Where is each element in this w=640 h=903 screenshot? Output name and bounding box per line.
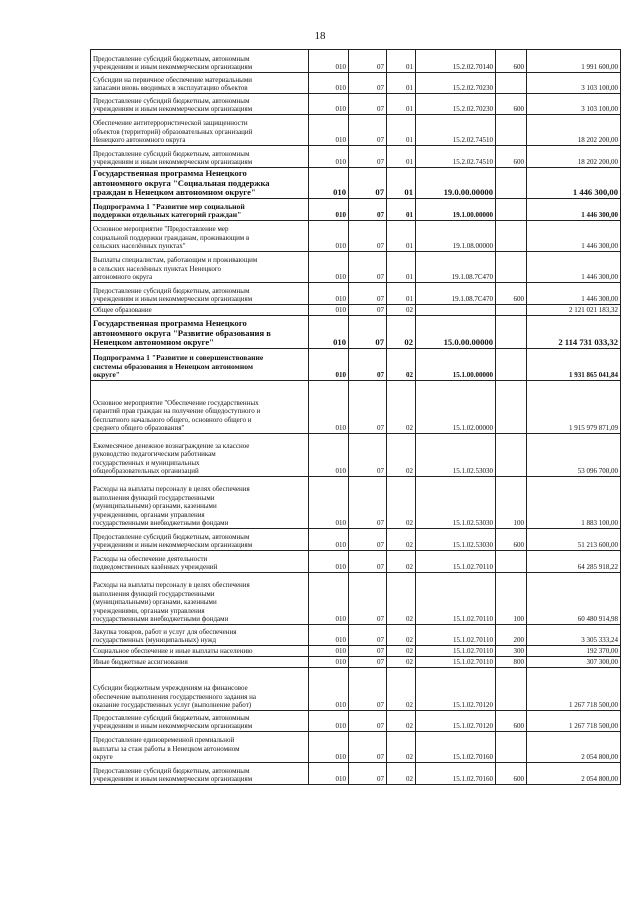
item-name-cell	[91, 305, 309, 316]
item-name-line: Предоставление субсидий бюджетным, автономным	[93, 286, 250, 295]
expense-type-cell	[496, 221, 527, 252]
ministry-code-cell: 010	[309, 646, 349, 657]
item-name-line: сельских населённых пунктах"	[93, 242, 186, 251]
amount-cell: 3 305 333,24	[527, 625, 621, 646]
table-row	[91, 657, 621, 668]
subsection-code-cell: 02	[387, 646, 416, 657]
section-code-cell: 07	[349, 625, 387, 646]
item-name-line: учреждениям и иным некоммерческим организациям	[93, 722, 253, 731]
item-name-line: Расходы на выплаты персоналу в целях обеспечения	[93, 485, 250, 494]
item-name-line: Иные бюджетные ассигнования	[93, 658, 188, 667]
target-article-cell: 15.1.02.53030	[416, 477, 496, 529]
expense-type-cell	[496, 305, 527, 316]
amount-cell: 1 915 979 871,09	[527, 381, 621, 434]
item-name-line: учреждениям и иным некоммерческим организациям	[93, 105, 253, 114]
item-name-line: выполнения функций государственными	[93, 589, 215, 598]
subsection-code-cell: 02	[387, 551, 416, 573]
item-name-line: Предоставление субсидий бюджетным, автономным	[93, 54, 250, 63]
subsection-code-cell: 01	[387, 146, 416, 168]
item-name-line: (муниципальными) органами, казенными	[93, 502, 217, 511]
section-code-cell: 07	[349, 199, 387, 221]
section-code-cell: 07	[349, 316, 387, 349]
amount-cell: 1 991 600,00	[527, 50, 621, 73]
target-article-cell: 15.1.02.70120	[416, 668, 496, 711]
expense-type-cell: 600	[496, 146, 527, 168]
item-name-cell	[91, 529, 309, 551]
amount-cell: 1 267 718 500,00	[527, 668, 621, 711]
target-article-cell: 15.2.02.74510	[416, 146, 496, 168]
section-code-cell: 07	[349, 168, 387, 199]
section-code-cell: 07	[349, 305, 387, 316]
item-name-cell	[91, 94, 309, 115]
expense-type-cell	[496, 316, 527, 349]
item-name-line: учреждениям и иным некоммерческим организациям	[93, 158, 253, 167]
item-name-line: подведомственных казённых учреждений	[93, 563, 218, 572]
table-body	[91, 50, 621, 785]
amount-cell: 307 300,00	[527, 657, 621, 668]
section-code-cell: 07	[349, 573, 387, 625]
ministry-code-cell: 010	[309, 252, 349, 283]
amount-cell: 1 931 865 041,84	[527, 349, 621, 381]
subsection-code-cell: 02	[387, 477, 416, 529]
section-code-cell: 07	[349, 381, 387, 434]
table-row	[91, 381, 621, 434]
item-name-cell	[91, 551, 309, 573]
target-article-cell: 15.2.02.70230	[416, 94, 496, 115]
item-name-cell	[91, 221, 309, 252]
table-row	[91, 349, 621, 381]
item-name-cell	[91, 763, 309, 785]
subsection-code-cell: 02	[387, 711, 416, 732]
table-row	[91, 94, 621, 115]
table-row	[91, 221, 621, 252]
item-name-line: обеспечение выполнения государственного задания на	[93, 692, 256, 701]
section-code-cell: 07	[349, 763, 387, 785]
target-article-cell: 15.2.02.74510	[416, 115, 496, 146]
ministry-code-cell: 010	[309, 349, 349, 381]
expense-type-cell	[496, 115, 527, 146]
subsection-code-cell: 02	[387, 349, 416, 381]
item-name-line: запасами вновь вводимых в эксплуатацию объектов	[93, 84, 248, 93]
amount-cell: 2 054 800,00	[527, 763, 621, 785]
item-name-cell	[91, 434, 309, 477]
amount-cell: 3 103 100,00	[527, 94, 621, 115]
item-name-line: бесплатного начального общего, основного общего и	[93, 415, 252, 424]
table-row	[91, 305, 621, 316]
table-row	[91, 283, 621, 305]
target-article-cell: 15.1.02.70110	[416, 551, 496, 573]
ministry-code-cell: 010	[309, 529, 349, 551]
table-row	[91, 646, 621, 657]
ministry-code-cell: 010	[309, 50, 349, 73]
item-name-line: учреждениям и иным некоммерческим организациям	[93, 295, 253, 304]
ministry-code-cell: 010	[309, 381, 349, 434]
target-article-cell: 19.0.00.00000	[416, 168, 496, 199]
amount-cell: 51 213 600,00	[527, 529, 621, 551]
item-name-line: общеобразовательных организаций	[93, 467, 199, 476]
ministry-code-cell: 010	[309, 316, 349, 349]
item-name-line: Расходы на обеспечение деятельности	[93, 554, 208, 563]
expense-type-cell: 200	[496, 625, 527, 646]
subsection-code-cell: 02	[387, 381, 416, 434]
item-name-line: руководство педагогическим работникам	[93, 450, 216, 459]
amount-cell: 1 267 718 500,00	[527, 711, 621, 732]
subsection-code-cell: 01	[387, 168, 416, 199]
section-code-cell: 07	[349, 711, 387, 732]
item-name-line: учреждениям и иным некоммерческим организациям	[93, 541, 253, 550]
ministry-code-cell: 010	[309, 94, 349, 115]
item-name-line: социальной поддержки гражданам, проживающим в	[93, 233, 250, 242]
table-row	[91, 199, 621, 221]
item-name-cell	[91, 199, 309, 221]
target-article-cell: 15.1.02.70110	[416, 646, 496, 657]
item-name-line: автономного округа "Социальная поддержка	[93, 177, 270, 188]
target-article-cell: 19.1.08.00000	[416, 221, 496, 252]
subsection-code-cell: 02	[387, 305, 416, 316]
target-article-cell: 19.1.08.7С470	[416, 283, 496, 305]
section-code-cell: 07	[349, 732, 387, 763]
item-name-line: Ненецком автономном округе"	[93, 337, 214, 348]
item-name-cell	[91, 115, 309, 146]
table-row	[91, 50, 621, 73]
item-name-line: государственными внебюджетными фондами	[93, 519, 229, 528]
amount-cell: 1 446 300,00	[527, 252, 621, 283]
amount-cell: 2 054 800,00	[527, 732, 621, 763]
item-name-cell	[91, 381, 309, 434]
target-article-cell: 15.2.02.70230	[416, 73, 496, 94]
item-name-line: Предоставление субсидий бюджетным, автономным	[93, 766, 250, 775]
item-name-line: системы образования в Ненецком автономном	[93, 361, 254, 371]
expense-type-cell	[496, 252, 527, 283]
subsection-code-cell: 01	[387, 94, 416, 115]
section-code-cell: 07	[349, 657, 387, 668]
item-name-line: Подпрограмма 1 "Развитие и совершенствование	[93, 353, 264, 363]
section-code-cell: 07	[349, 668, 387, 711]
item-name-line: Расходы на выплаты персоналу в целях обеспечения	[93, 581, 250, 590]
item-name-line: в сельских населённых пунктах Ненецкого	[93, 264, 222, 273]
ministry-code-cell: 010	[309, 573, 349, 625]
item-name-line: гарантий прав граждан на получение общедоступного и	[93, 407, 261, 416]
table-row	[91, 529, 621, 551]
subsection-code-cell: 01	[387, 252, 416, 283]
ministry-code-cell: 010	[309, 763, 349, 785]
subsection-code-cell: 02	[387, 668, 416, 711]
table-row	[91, 146, 621, 168]
amount-cell: 18 202 200,00	[527, 146, 621, 168]
subsection-code-cell: 02	[387, 316, 416, 349]
amount-cell: 1 446 300,00	[527, 199, 621, 221]
item-name-cell	[91, 477, 309, 529]
page-number: 18	[314, 30, 326, 42]
item-name-line: Государственная программа Ненецкого	[93, 318, 247, 329]
ministry-code-cell: 010	[309, 199, 349, 221]
expense-type-cell	[496, 551, 527, 573]
item-name-cell	[91, 573, 309, 625]
target-article-cell: 15.1.02.70120	[416, 711, 496, 732]
expense-type-cell	[496, 668, 527, 711]
ministry-code-cell: 010	[309, 305, 349, 316]
item-name-cell	[91, 73, 309, 94]
amount-cell: 2 114 731 033,32	[527, 316, 621, 349]
expense-type-cell: 100	[496, 573, 527, 625]
target-article-cell: 15.1.00.00000	[416, 349, 496, 381]
section-code-cell: 07	[349, 50, 387, 73]
ministry-code-cell: 010	[309, 115, 349, 146]
table-row	[91, 763, 621, 785]
ministry-code-cell: 010	[309, 434, 349, 477]
amount-cell: 192 370,00	[527, 646, 621, 657]
table-row	[91, 625, 621, 646]
expense-type-cell: 600	[496, 529, 527, 551]
ministry-code-cell: 010	[309, 477, 349, 529]
item-name-cell	[91, 252, 309, 283]
item-name-cell	[91, 283, 309, 305]
item-name-line: округе	[93, 753, 113, 762]
item-name-line: Подпрограмма 1 "Развитие мер социальной	[93, 201, 245, 211]
target-article-cell: 15.1.02.53030	[416, 434, 496, 477]
item-name-line: (муниципальными) органами, казенными	[93, 598, 217, 607]
ministry-code-cell: 010	[309, 283, 349, 305]
item-name-line: Субсидии на первичное обеспечение материальными	[93, 75, 253, 84]
target-article-cell: 15.1.02.00000	[416, 381, 496, 434]
table-row	[91, 573, 621, 625]
target-article-cell: 15.1.02.53030	[416, 529, 496, 551]
item-name-line: Предоставление субсидий бюджетным, автономным	[93, 713, 250, 722]
section-code-cell: 07	[349, 115, 387, 146]
item-name-line: учреждениями, органами управления	[93, 606, 205, 615]
item-name-line: учреждениями, органами управления	[93, 510, 205, 519]
expense-type-cell	[496, 73, 527, 94]
expense-type-cell	[496, 199, 527, 221]
item-name-line: Обеспечение антитеррористической защищенности	[93, 119, 248, 128]
ministry-code-cell: 010	[309, 657, 349, 668]
item-name-cell	[91, 625, 309, 646]
item-name-cell	[91, 349, 309, 381]
amount-cell: 1 446 300,00	[527, 221, 621, 252]
item-name-line: государственных и муниципальных	[93, 458, 200, 467]
table-row	[91, 115, 621, 146]
item-name-cell	[91, 168, 309, 199]
subsection-code-cell: 02	[387, 763, 416, 785]
amount-cell: 3 103 100,00	[527, 73, 621, 94]
subsection-code-cell: 02	[387, 732, 416, 763]
expense-type-cell: 600	[496, 50, 527, 73]
section-code-cell: 07	[349, 73, 387, 94]
section-code-cell: 07	[349, 146, 387, 168]
item-name-line: Выплаты специалистам, работающим и проживающим	[93, 256, 258, 265]
item-name-line: государственными внебюджетными фондами	[93, 615, 229, 624]
item-name-line: среднего общего образования"	[93, 424, 185, 433]
expense-type-cell	[496, 349, 527, 381]
item-name-line: Основное мероприятие "Обеспечение государственных	[93, 398, 259, 407]
ministry-code-cell: 010	[309, 711, 349, 732]
item-name-line: Ежемесячное денежное вознаграждение за классное	[93, 441, 250, 450]
item-name-line: Предоставление субсидий бюджетным, автономным	[93, 96, 250, 105]
item-name-line: Государственная программа Ненецкого	[93, 168, 247, 179]
item-name-line: Основное мероприятие "Предоставление мер	[93, 225, 229, 234]
target-article-cell	[416, 305, 496, 316]
amount-cell: 1 883 100,00	[527, 477, 621, 529]
ministry-code-cell: 010	[309, 732, 349, 763]
subsection-code-cell: 01	[387, 73, 416, 94]
amount-cell: 60 480 914,98	[527, 573, 621, 625]
item-name-line: Предоставление субсидий бюджетным, автономным	[93, 149, 250, 158]
subsection-code-cell: 02	[387, 657, 416, 668]
item-name-cell	[91, 50, 309, 73]
subsection-code-cell: 01	[387, 199, 416, 221]
item-name-cell	[91, 316, 309, 349]
subsection-code-cell: 02	[387, 573, 416, 625]
section-code-cell: 07	[349, 529, 387, 551]
section-code-cell: 07	[349, 434, 387, 477]
expense-type-cell: 600	[496, 94, 527, 115]
table-row	[91, 168, 621, 199]
amount-cell: 1 446 300,00	[527, 283, 621, 305]
item-name-line: объектов (территорий) образовательных организаций	[93, 127, 253, 136]
item-name-line: выплаты за стаж работы в Ненецком автономном	[93, 744, 240, 753]
item-name-line: учреждениям и иным некоммерческим организациям	[93, 63, 253, 72]
ministry-code-cell: 010	[309, 221, 349, 252]
subsection-code-cell: 01	[387, 50, 416, 73]
item-name-line: автономного округа "Развитие образования в	[93, 327, 271, 338]
amount-cell: 53 096 700,00	[527, 434, 621, 477]
ministry-code-cell: 010	[309, 668, 349, 711]
subsection-code-cell: 01	[387, 221, 416, 252]
ministry-code-cell: 010	[309, 551, 349, 573]
item-name-line: поддержки отдельных категорий граждан"	[93, 210, 242, 220]
item-name-line: граждан в Ненецком автономном округе"	[93, 187, 256, 198]
item-name-line: государственных (муниципальных) нужд	[93, 636, 217, 645]
table-row	[91, 668, 621, 711]
section-code-cell: 07	[349, 94, 387, 115]
item-name-line: Ненецкого автономного округа	[93, 136, 186, 145]
ministry-code-cell: 010	[309, 168, 349, 199]
table-row	[91, 711, 621, 732]
amount-cell: 64 285 918,22	[527, 551, 621, 573]
item-name-line: Закупка товаров, работ и услуг для обеспечения	[93, 627, 237, 636]
item-name-line: автономного округа	[93, 273, 153, 282]
item-name-line: Субсидии бюджетным учреждениям на финансовое	[93, 684, 248, 693]
expense-type-cell: 100	[496, 477, 527, 529]
subsection-code-cell: 01	[387, 115, 416, 146]
section-code-cell: 07	[349, 551, 387, 573]
item-name-cell	[91, 711, 309, 732]
expense-type-cell	[496, 732, 527, 763]
table-row	[91, 551, 621, 573]
item-name-line: Предоставление единовременной премиальной	[93, 736, 235, 745]
section-code-cell: 07	[349, 252, 387, 283]
item-name-line: Предоставление субсидий бюджетным, автономным	[93, 532, 250, 541]
amount-cell: 2 121 021 183,32	[527, 305, 621, 316]
target-article-cell: 15.1.02.70110	[416, 657, 496, 668]
subsection-code-cell: 02	[387, 625, 416, 646]
item-name-line: Общее образование	[93, 306, 152, 315]
table-row	[91, 316, 621, 349]
subsection-code-cell: 01	[387, 283, 416, 305]
target-article-cell: 19.1.08.7С470	[416, 252, 496, 283]
section-code-cell: 07	[349, 646, 387, 657]
item-name-line: Социальное обеспечение и иные выплаты населению	[93, 647, 253, 656]
table-row	[91, 73, 621, 94]
item-name-line: выполнения функций государственными	[93, 493, 215, 502]
target-article-cell: 15.1.02.70160	[416, 763, 496, 785]
ministry-code-cell: 010	[309, 73, 349, 94]
section-code-cell: 07	[349, 349, 387, 381]
item-name-cell	[91, 646, 309, 657]
target-article-cell: 15.1.02.70110	[416, 573, 496, 625]
table-row	[91, 252, 621, 283]
ministry-code-cell: 010	[309, 146, 349, 168]
expense-type-cell	[496, 168, 527, 199]
expense-type-cell: 600	[496, 763, 527, 785]
table-row	[91, 434, 621, 477]
expense-type-cell: 800	[496, 657, 527, 668]
expense-type-cell	[496, 381, 527, 434]
section-code-cell: 07	[349, 221, 387, 252]
table-row	[91, 477, 621, 529]
amount-cell: 18 202 200,00	[527, 115, 621, 146]
expense-type-cell	[496, 434, 527, 477]
target-article-cell: 15.2.02.70140	[416, 50, 496, 73]
expense-type-cell: 600	[496, 711, 527, 732]
item-name-line: округе"	[93, 370, 121, 380]
amount-cell: 1 446 300,00	[527, 168, 621, 199]
section-code-cell: 07	[349, 477, 387, 529]
table-row	[91, 732, 621, 763]
expense-type-cell: 600	[496, 283, 527, 305]
target-article-cell: 19.1.00.00000	[416, 199, 496, 221]
item-name-cell	[91, 668, 309, 711]
item-name-cell	[91, 732, 309, 763]
subsection-code-cell: 02	[387, 529, 416, 551]
target-article-cell: 15.0.00.00000	[416, 316, 496, 349]
section-code-cell: 07	[349, 283, 387, 305]
ministry-code-cell: 010	[309, 625, 349, 646]
item-name-cell	[91, 657, 309, 668]
item-name-line: учреждениям и иным некоммерческим организациям	[93, 775, 253, 784]
target-article-cell: 15.1.02.70110	[416, 625, 496, 646]
target-article-cell: 15.1.02.70160	[416, 732, 496, 763]
item-name-cell	[91, 146, 309, 168]
budget-table	[90, 49, 621, 785]
item-name-line: оказание государственных услуг (выполнение работ)	[93, 701, 252, 710]
expense-type-cell: 300	[496, 646, 527, 657]
subsection-code-cell: 02	[387, 434, 416, 477]
